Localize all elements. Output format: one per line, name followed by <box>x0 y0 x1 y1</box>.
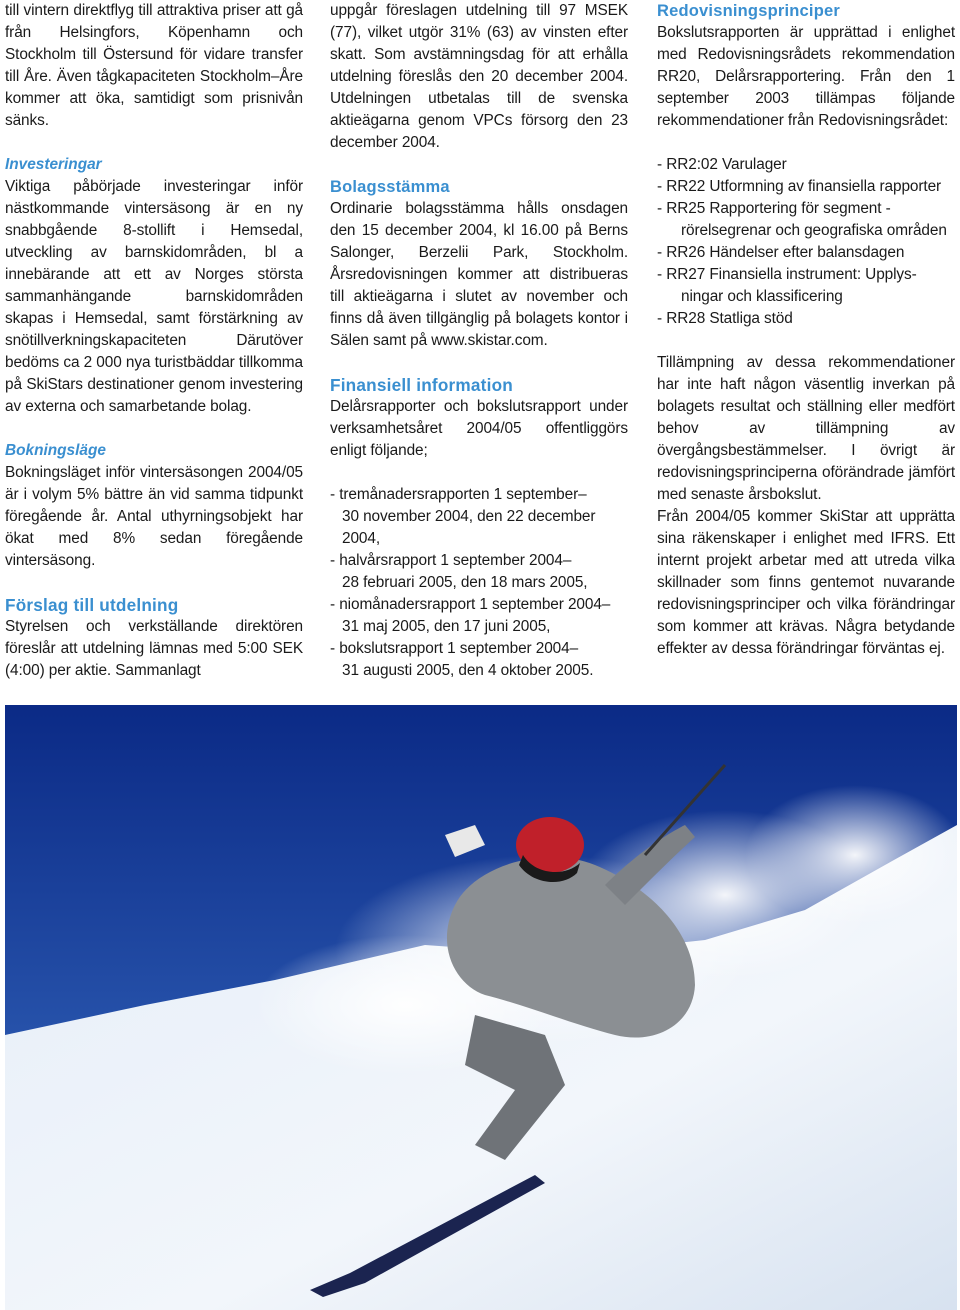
skier-photo <box>5 705 957 1310</box>
utdelning-heading: Förslag till utdelning <box>5 595 179 615</box>
bokningslage-paragraph: Bokningsläget inför vintersäsongen 2004/05 är i volym 5% bättre än vid samma tidpunkt föregående år. Antal uthyrningsobjekt har ökat med 8% sedan föregående vintersäsong. <box>5 464 303 569</box>
list-item: - niomånadersrapport 1 september 2004– 31 maj 2005, den 17 juni 2005, <box>330 596 611 635</box>
skier-illustration <box>5 705 957 1310</box>
ifrs-paragraph: Från 2004/05 kommer SkiStar att upprätta sina räkenskaper i enlighet med IFRS. Ett internt projekt arbetar med att utreda vilka skillnader som finns gentemot nuvarande redovisningsprinciper och vilka förändringar som kommer att krävas. Några betydande effekter av dessa förändringar förväntas ej. <box>657 508 955 657</box>
redovisningsprinciper-heading: Redovisningsprinciper <box>657 2 840 20</box>
investeringar-heading: Investeringar <box>5 156 102 173</box>
redovisningsprinciper-paragraph: Bokslutsrapporten är upprättad i enlighet med Redovisningsrådets rekommendation RR20, Delårsrapportering. Från den 1 september 2003 tillämpas följande rekommendationer från Redovisningsrådet: <box>657 24 955 129</box>
utdelning-paragraph: Styrelsen och verkställande direktören föreslår att utdelning lämnas med 5:00 SEK (4:00) per aktie. Sammanlagt <box>5 618 303 679</box>
tillampning-paragraph: Tillämpning av dessa rekommendationer har inte haft någon väsentlig inverkan på bolagets resultat och ställning eller medfört behov av tillämpning av övergångsbestämmelser. I övrigt är redovisningsprinciperna oförändrade jämfört med senaste årsbokslut. <box>657 354 955 503</box>
rr-list <box>657 154 955 330</box>
report-dates-list <box>330 484 628 682</box>
column-2 <box>330 0 628 682</box>
list-item: - RR26 Händelser efter balansdagen <box>657 244 905 261</box>
utdelning-continued-paragraph: uppgår föreslagen utdelning till 97 MSEK (77), vilket utgör 31% (63) av vinsten efter skatt. Som avstämningsdag för att erhålla utdelning föreslås den 20 december 2004. Utdelningen utbetalas till de svenska aktieägarna genom VPCs försorg den 23 december 2004. <box>330 2 628 151</box>
list-item: - halvårsrapport 1 september 2004– 28 februari 2005, den 18 mars 2005, <box>330 552 588 591</box>
finansiell-information-heading: Finansiell information <box>330 375 513 395</box>
list-item: - bokslutsrapport 1 september 2004– 31 augusti 2005, den 4 oktober 2005. <box>330 640 594 679</box>
snow-spray <box>745 785 957 925</box>
bokningslage-heading: Bokningsläge <box>5 442 106 459</box>
bolagsstamma-heading: Bolagsstämma <box>330 178 450 196</box>
investeringar-paragraph: Viktiga påbörjade investeringar inför nästkommande vintersäsong är en ny snabbgående 8-stollift i Hemsedal, utveckling av barnskidområden, bl a innebärande att ett av Norges största sammanhängande barnskidområden skapas i Hemsedal, samt förstärkning av snötillverkningskapaciteten Därutöver bedöms ca 2 000 nya turistbäddar tillkomma på SkiStars destinationer genom investering av externa och samarbetande bolag. <box>5 178 303 415</box>
list-item: - tremånadersrapporten 1 september– 30 november 2004, den 22 december 2004, <box>330 486 596 547</box>
bolagsstamma-paragraph: Ordinarie bolagsstämma hålls onsdagen den 15 december 2004, kl 16.00 på Berns Salonger, Berzelii Park, Stockholm. Årsredovisningen kommer att distribueras till aktieägarna i slutet av november och finns då även tillgänglig på bolagets kontor i Sälen samt på www.skistar.com. <box>330 200 628 349</box>
finansiell-information-paragraph: Delårsrapporter och bokslutsrapport under verksamhetsåret 2004/05 offentliggörs enligt följande; <box>330 398 628 459</box>
list-item: - RR25 Rapportering för segment - rörelsegrenar och geografiska områden <box>657 200 947 239</box>
intro-paragraph: till vintern direktflyg till attraktiva priser att gå från Helsingfors, Köpenhamn och Stockholm till Östersund för vidare transfer till Åre. Även tågkapaciteten Stockholm–Åre kommer att öka, samtidigt som prisnivån sänks. <box>5 2 303 129</box>
list-item: - RR27 Finansiella instrument: Upplys- ningar och klassificering <box>657 266 917 305</box>
column-1 <box>5 0 303 682</box>
list-item: - RR28 Statliga stöd <box>657 310 793 327</box>
list-item: - RR22 Utformning av finansiella rapporter <box>657 178 942 195</box>
list-item: - RR2:02 Varulager <box>657 156 787 173</box>
column-3 <box>657 0 955 660</box>
